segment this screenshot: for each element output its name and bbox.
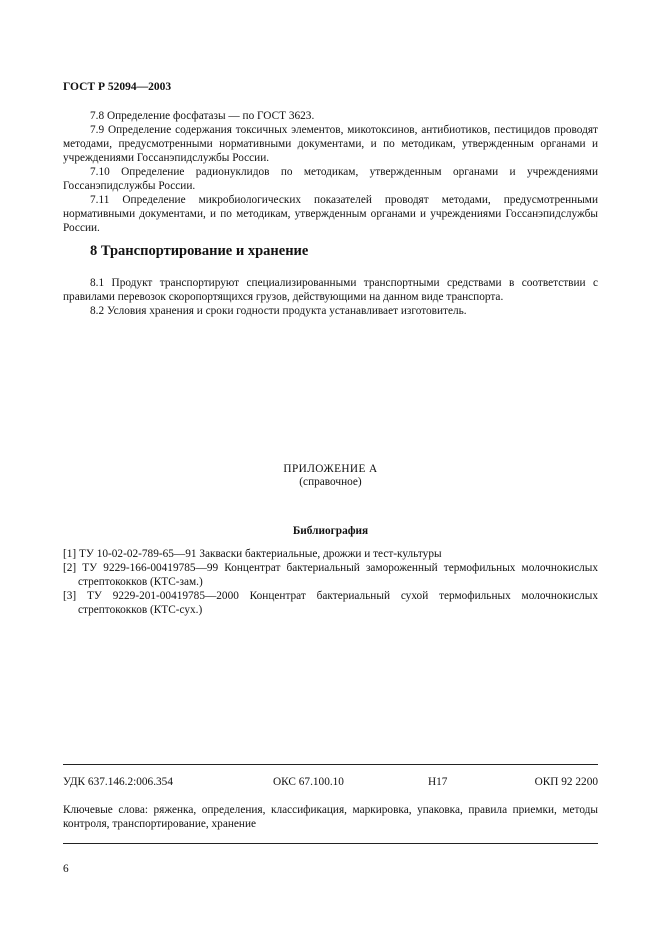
paragraph-8-1: 8.1 Продукт транспортируют специализированными транспортными средствами в соответствии с правилами перевозок скоропортящихся грузов, действующими на данном виде транспорта. <box>63 277 598 303</box>
paragraph-7-11: 7.11 Определение микробиологических показателей проводят методами, предусмотренными нормативными документами, и по методикам, утвержденным органами и учреждениями Госсанэпидслужбы России. <box>63 194 598 234</box>
footer-divider-top <box>63 764 598 765</box>
udk-code: УДК 637.146.2:006.354 <box>63 776 173 788</box>
paragraph-7-8: 7.8 Определение фосфатазы — по ГОСТ 3623. <box>90 110 315 122</box>
section-8-text <box>63 276 598 318</box>
paragraph-7-10: 7.10 Определение радионуклидов по методикам, утвержденным органами и учреждениями Госсанэпидслужбы России. <box>63 166 598 192</box>
section-8-heading: 8 Транспортирование и хранение <box>90 243 309 259</box>
footer-divider-bottom <box>63 843 598 844</box>
standard-id-header: ГОСТ Р 52094—2003 <box>63 81 172 93</box>
bibliography-title: Библиография <box>292 525 369 537</box>
bibliography-item: [1] ТУ 10-02-02-789-65—91 Закваски бактериальные, дрожжи и тест-культуры <box>63 548 442 560</box>
bibliography-item: [3] ТУ 9229-201-00419785—2000 Концентрат бактериальный сухой термофильных молочнокислых стрептококков (КТС-сух.) <box>63 590 598 616</box>
appendix-subtitle: (справочное) <box>299 476 362 488</box>
paragraph-7-9: 7.9 Определение содержания токсичных элементов, микотоксинов, антибиотиков, пестицидов проводят методами, предусмотренными нормативными документами, и по методикам, утвержденным органами и учреждениями Госсанэпидслужбы России. <box>63 124 598 164</box>
page-number: 6 <box>63 863 69 875</box>
oks-code: ОКС 67.100.10 <box>273 776 344 788</box>
keywords-text: Ключевые слова: ряженка, определения, классификация, маркировка, упаковка, правила приемки, методы контроля, транспортирование, хранение <box>63 804 598 830</box>
bibliography-list <box>63 547 598 617</box>
paragraph-8-2: 8.2 Условия хранения и сроки годности продукта устанавливает изготовитель. <box>90 305 467 317</box>
appendix-title: ПРИЛОЖЕНИЕ А <box>283 463 378 475</box>
okp-code: ОКП 92 2200 <box>534 776 598 788</box>
section-7-text <box>63 109 598 235</box>
bibliography-item: [2] ТУ 9229-166-00419785—99 Концентрат бактериальный замороженный термофильных молочнокислых стрептококков (КТС-зам.) <box>63 562 598 588</box>
group-code: Н17 <box>428 776 448 788</box>
